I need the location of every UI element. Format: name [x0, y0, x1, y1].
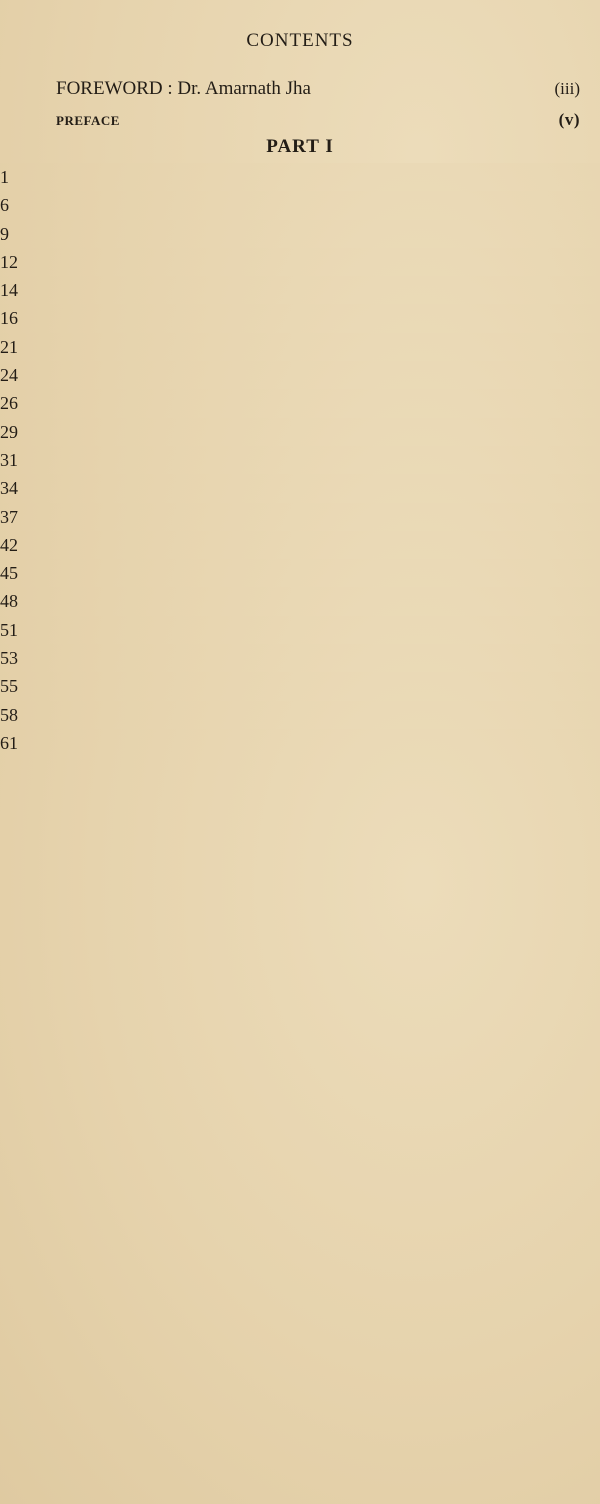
chapter-page: 14	[0, 276, 600, 1051]
chapter-page: 51	[0, 616, 600, 1391]
preface-page: (v)	[558, 110, 580, 129]
chapter-page: 45	[0, 559, 600, 1334]
foreword-entry	[56, 78, 580, 102]
chapter-page: 1	[0, 163, 600, 938]
chapter-page: 21	[0, 333, 600, 1108]
contents-entry	[0, 446, 600, 474]
contents-entry	[0, 361, 600, 389]
contents-list	[0, 163, 600, 757]
contents-entry	[0, 276, 600, 304]
contents-entry	[0, 474, 600, 502]
chapter-page: 55	[0, 672, 600, 1447]
contents-entry	[0, 644, 600, 672]
chapter-page: 34	[0, 474, 600, 1249]
contents-entry	[0, 531, 600, 559]
foreword-page: (iii)	[554, 79, 580, 98]
contents-entry	[0, 389, 600, 417]
chapter-page: 61	[0, 729, 600, 1504]
contents-entry	[0, 559, 600, 587]
chapter-page: 6	[0, 191, 600, 966]
chapter-page: 58	[0, 701, 600, 1476]
chapter-page: 42	[0, 531, 600, 1306]
contents-entry	[0, 616, 600, 644]
chapter-page: 24	[0, 361, 600, 1136]
chapter-page: 16	[0, 304, 600, 1079]
contents-entry	[0, 672, 600, 700]
chapter-page: 12	[0, 248, 600, 1023]
chapter-page: 31	[0, 446, 600, 1221]
contents-entry	[0, 701, 600, 729]
chapter-page: 53	[0, 644, 600, 1419]
contents-entry	[0, 304, 600, 332]
contents-entry	[0, 163, 600, 191]
contents-entry	[0, 191, 600, 219]
chapter-page: 29	[0, 418, 600, 1193]
contents-entry	[0, 503, 600, 531]
contents-entry	[0, 587, 600, 615]
chapter-page: 9	[0, 220, 600, 995]
preface-label: PREFACE	[56, 113, 120, 128]
preface-entry	[56, 110, 580, 134]
contents-entry	[0, 248, 600, 276]
part-heading: PART I	[266, 136, 334, 157]
contents-entry	[0, 220, 600, 248]
contents-entry	[0, 729, 600, 757]
chapter-page: 26	[0, 389, 600, 1164]
contents-entry	[0, 333, 600, 361]
foreword-label: FOREWORD : Dr. Amarnath Jha	[56, 78, 311, 99]
chapter-page: 37	[0, 503, 600, 1278]
contents-entry	[0, 418, 600, 446]
page-title: CONTENTS	[246, 30, 354, 51]
chapter-page: 48	[0, 587, 600, 1362]
